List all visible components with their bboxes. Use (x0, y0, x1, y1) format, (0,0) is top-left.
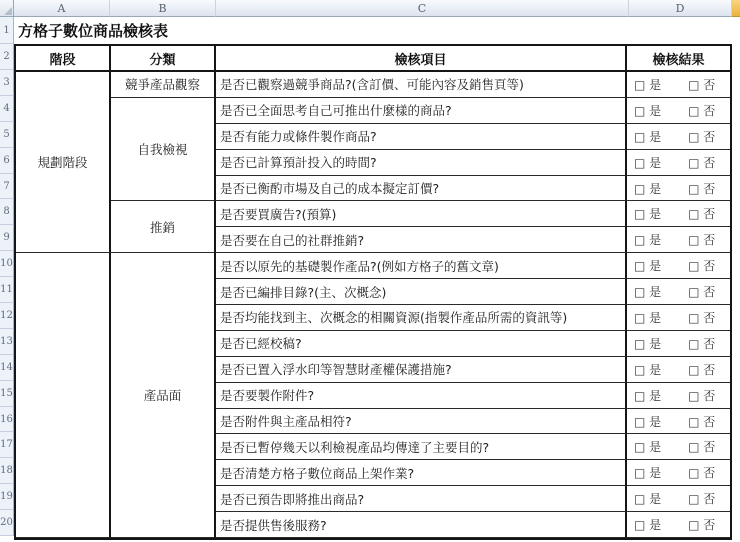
row-header-1[interactable]: 1 (0, 17, 14, 44)
checkbox-yes[interactable]: □ 是 (634, 207, 662, 222)
result-cell[interactable] (627, 227, 730, 253)
checklist-item-cell[interactable]: 是否清楚方格子數位商品上架作業? (216, 460, 627, 486)
checkbox-yes[interactable]: □ 是 (634, 259, 662, 274)
row-header-6[interactable]: 6 (0, 148, 14, 174)
checklist-item-cell[interactable]: 是否要在自己的社群推銷? (216, 227, 627, 253)
checklist-item-cell[interactable]: 是否以原先的基礎製作產品?(例如方格子的舊文章) (216, 253, 627, 279)
row-header-14[interactable]: 14 (0, 355, 14, 381)
table-header-stage[interactable]: 階段 (16, 46, 111, 72)
checkbox-yes[interactable]: □ 是 (634, 181, 662, 196)
checkbox-yes[interactable]: □ 是 (634, 388, 662, 403)
checkbox-yes[interactable]: □ 是 (634, 492, 662, 507)
checkbox-no[interactable]: □ 否 (688, 440, 716, 455)
row-header-9[interactable]: 9 (0, 225, 14, 251)
row-header-16[interactable]: 16 (0, 407, 14, 433)
result-cell[interactable] (627, 331, 730, 357)
result-cell[interactable] (627, 201, 730, 227)
checklist-item-cell[interactable]: 是否已編排目錄?(主、次概念) (216, 279, 627, 305)
checkbox-yes[interactable]: □ 是 (634, 518, 662, 533)
row-header-13[interactable]: 13 (0, 329, 14, 355)
checkbox-yes[interactable]: □ 是 (634, 77, 662, 92)
checkbox-no[interactable]: □ 否 (688, 233, 716, 248)
checklist-table (14, 44, 732, 540)
row-header-8[interactable]: 8 (0, 199, 14, 225)
row-header-10[interactable]: 10 (0, 251, 14, 277)
category-cell[interactable]: 競爭產品觀察 (111, 72, 216, 98)
category-cell[interactable]: 自我檢視 (111, 98, 216, 202)
checkbox-no[interactable]: □ 否 (688, 103, 716, 118)
result-cell[interactable] (627, 512, 730, 538)
select-all-corner[interactable] (0, 0, 14, 17)
checkbox-yes[interactable]: □ 是 (634, 310, 662, 325)
checkbox-yes[interactable]: □ 是 (634, 285, 662, 300)
result-cell[interactable] (627, 434, 730, 460)
column-header-highlight[interactable] (732, 0, 740, 17)
checklist-item-cell[interactable]: 是否均能找到主、次概念的相關資源(指製作產品所需的資訊等) (216, 305, 627, 331)
checkbox-no[interactable]: □ 否 (688, 129, 716, 144)
row-header-2[interactable]: 2 (0, 44, 14, 70)
result-cell[interactable] (627, 279, 730, 305)
result-cell[interactable] (627, 72, 730, 98)
checklist-item-cell[interactable]: 是否要買廣告?(預算) (216, 201, 627, 227)
checkbox-no[interactable]: □ 否 (688, 414, 716, 429)
checklist-item-cell[interactable]: 是否已置入浮水印等智慧財產權保護措施? (216, 357, 627, 383)
table-header-category[interactable]: 分類 (111, 46, 216, 72)
result-cell[interactable] (627, 460, 730, 486)
row-header-19[interactable]: 19 (0, 484, 14, 510)
checklist-item-cell[interactable]: 是否附件與主產品相符? (216, 409, 627, 435)
checkbox-no[interactable]: □ 否 (688, 285, 716, 300)
checkbox-yes[interactable]: □ 是 (634, 129, 662, 144)
stage-cell-empty[interactable] (16, 253, 111, 538)
checkbox-no[interactable]: □ 否 (688, 259, 716, 274)
checklist-item-cell[interactable]: 是否已經校稿? (216, 331, 627, 357)
category-cell[interactable]: 推銷 (111, 201, 216, 253)
checkbox-no[interactable]: □ 否 (688, 492, 716, 507)
result-cell[interactable] (627, 383, 730, 409)
column-header-b[interactable]: B (110, 0, 216, 17)
row-header-20[interactable]: 20 (0, 510, 14, 536)
result-cell[interactable] (627, 357, 730, 383)
row-header-3[interactable]: 3 (0, 70, 14, 96)
checklist-item-cell[interactable]: 是否已觀察過競爭商品?(含訂價、可能內容及銷售頁等) (216, 72, 627, 98)
checkbox-yes[interactable]: □ 是 (634, 103, 662, 118)
row-header-17[interactable]: 17 (0, 432, 14, 458)
checklist-item-cell[interactable]: 是否有能力或條件製作商品? (216, 124, 627, 150)
row-header-18[interactable]: 18 (0, 458, 14, 484)
checklist-item-cell[interactable]: 是否已衡酌市場及自己的成本擬定訂價? (216, 176, 627, 202)
checkbox-no[interactable]: □ 否 (688, 362, 716, 377)
checkbox-no[interactable]: □ 否 (688, 466, 716, 481)
checkbox-no[interactable]: □ 否 (688, 310, 716, 325)
row-header-11[interactable]: 11 (0, 277, 14, 303)
checkbox-no[interactable]: □ 否 (688, 336, 716, 351)
result-cell[interactable] (627, 305, 730, 331)
checkbox-yes[interactable]: □ 是 (634, 466, 662, 481)
table-header-item[interactable]: 檢核項目 (216, 46, 627, 72)
checkbox-no[interactable]: □ 否 (688, 518, 716, 533)
row-headers (0, 17, 14, 536)
checkbox-yes[interactable]: □ 是 (634, 336, 662, 351)
checkbox-yes[interactable]: □ 是 (634, 440, 662, 455)
row-header-4[interactable]: 4 (0, 96, 14, 122)
checkbox-no[interactable]: □ 否 (688, 388, 716, 403)
checkbox-yes[interactable]: □ 是 (634, 362, 662, 377)
checkbox-no[interactable]: □ 否 (688, 181, 716, 196)
column-header-a[interactable]: A (14, 0, 110, 17)
row-header-12[interactable]: 12 (0, 303, 14, 329)
column-header-c[interactable]: C (216, 0, 629, 17)
checklist-item-cell[interactable]: 是否已暫停幾天以利檢視產品均傳達了主要目的? (216, 434, 627, 460)
checkbox-no[interactable]: □ 否 (688, 77, 716, 92)
checklist-item-cell[interactable]: 是否已全面思考自己可推出什麼樣的商品? (216, 98, 627, 124)
column-header-d[interactable]: D (629, 0, 732, 17)
category-cell[interactable]: 產品面 (111, 253, 216, 538)
result-cell[interactable] (627, 124, 730, 150)
checklist-item-cell[interactable]: 是否已計算預計投入的時間? (216, 150, 627, 176)
row-header-7[interactable]: 7 (0, 174, 14, 200)
result-cell[interactable] (627, 176, 730, 202)
checkbox-no[interactable]: □ 否 (688, 207, 716, 222)
checklist-item-cell[interactable]: 是否要製作附件? (216, 383, 627, 409)
result-cell[interactable] (627, 486, 730, 512)
select-all-triangle-icon (4, 7, 12, 15)
row-header-5[interactable]: 5 (0, 122, 14, 148)
result-cell[interactable] (627, 150, 730, 176)
checklist-item-cell[interactable]: 是否已預告即將推出商品? (216, 486, 627, 512)
checkbox-yes[interactable]: □ 是 (634, 233, 662, 248)
stage-cell[interactable]: 規劃階段 (16, 72, 111, 253)
result-cell[interactable] (627, 253, 730, 279)
checkbox-yes[interactable]: □ 是 (634, 414, 662, 429)
row-header-15[interactable]: 15 (0, 381, 14, 407)
sheet-title-cell[interactable]: 方格子數位商品檢核表 (14, 17, 732, 44)
result-cell[interactable] (627, 409, 730, 435)
checkbox-no[interactable]: □ 否 (688, 155, 716, 170)
checklist-item-cell[interactable]: 是否提供售後服務? (216, 512, 627, 538)
checkbox-yes[interactable]: □ 是 (634, 155, 662, 170)
table-header-result[interactable]: 檢核結果 (627, 46, 730, 72)
result-cell[interactable] (627, 98, 730, 124)
column-headers (14, 0, 732, 17)
